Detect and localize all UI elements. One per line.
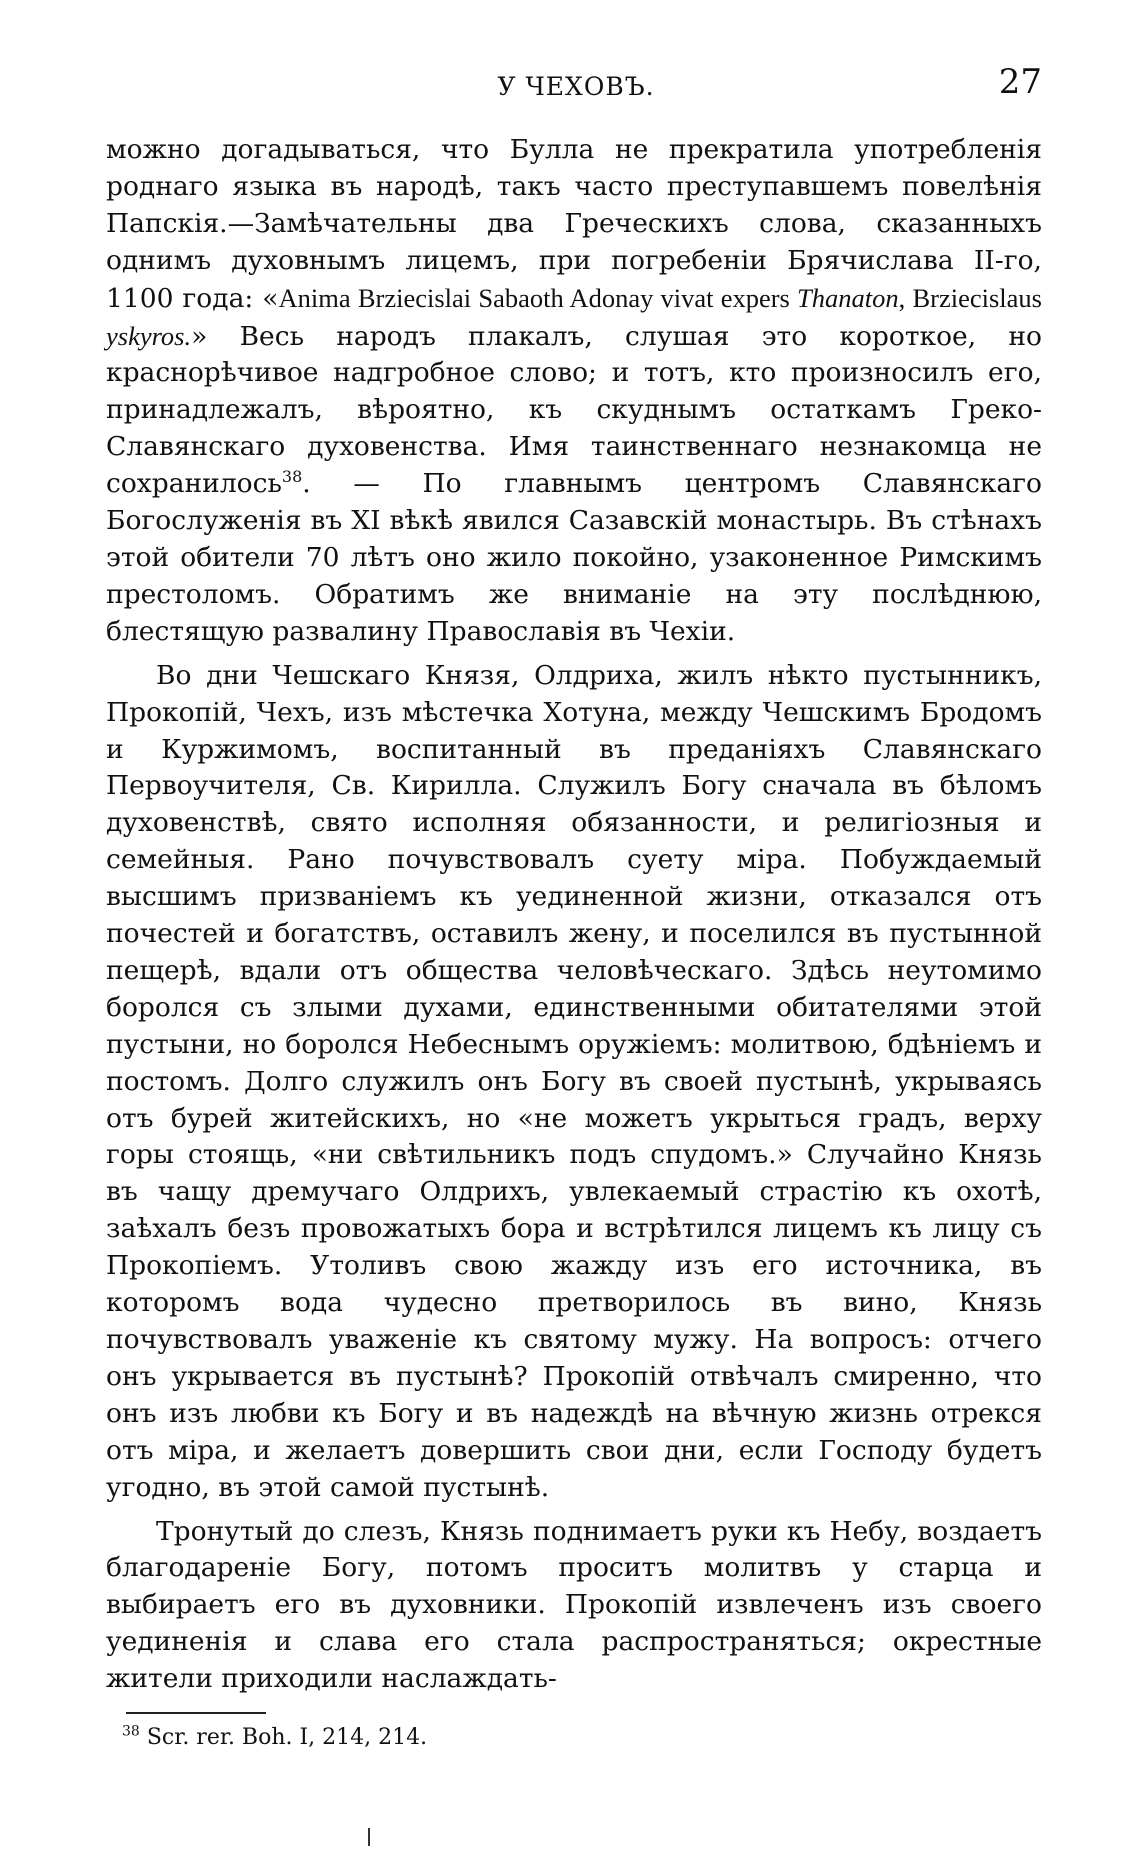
footnote-text: Scr. rer. Boh. I, 214, 214.	[146, 1725, 428, 1750]
latin-italic-yskyros: yskyros.	[106, 320, 192, 351]
footnote	[122, 1722, 427, 1754]
latin-italic-thanaton: Thanaton	[797, 282, 899, 313]
paragraph-1-text-b: » Весь народъ плакалъ, слушая это короткое, но краснорѣчивое надгробное слово; и тотъ, кто произносилъ его, принадлежалъ, вѣроятно, къ скуднымъ остаткамъ Греко-Славянскаго духовенства. Имя таинственнаго незнакомца не сохранилось	[106, 320, 1042, 500]
paragraph-1-text-c: . — По главнымъ центромъ Славянскаго Богослуженія въ XI вѣкѣ явился Сазавскій монастырь. Въ стѣнахъ этой обители 70 лѣтъ оно жило покойно, узаконенное Римскимъ престоломъ. Обратимъ же вниманіе на эту послѣднюю, блестящую развалину Православія въ Чехіи.	[106, 468, 1042, 647]
paragraph-1	[106, 132, 1042, 651]
paragraph-1-text-a: можно догадываться, что Булла не прекратила употребленія роднаго языка въ народѣ, такъ часто преступавшемъ повелѣнія Папскія.—Замѣчательны два Греческихъ слова, сказанныхъ однимъ духовнымъ лицемъ, при погребеніи Брячислава II-го, 1100 года: «	[106, 134, 1042, 314]
body-text	[106, 132, 1042, 1698]
print-artifact-mark	[368, 1828, 370, 1846]
running-header	[96, 62, 1056, 102]
footnote-divider	[126, 1712, 266, 1714]
footnote-reference: 38	[281, 467, 303, 487]
latin-phrase-b: , Brziecislaus	[898, 282, 1042, 313]
footnote-marker: 38	[122, 1723, 140, 1740]
paragraph-2: Во дни Чешскаго Князя, Олдриха, жилъ нѣкто пустынникъ, Прокопій, Чехъ, изъ мѣстечка Хотуна, между Чешскимъ Бродомъ и Куржимомъ, воспитанный въ преданіяхъ Славянскаго Первоучителя, Св. Кирилла. Служилъ Богу сначала въ бѣломъ духовенствѣ, свято исполняя обязанности, и религіозныя и семейныя. Рано почувствовалъ суету міра. Побуждаемый высшимъ призваніемъ къ уединенной жизни, отказался отъ почестей и богатствъ, оставилъ жену, и поселился въ пустынной пещерѣ, вдали отъ общества человѣческаго. Здѣсь неутомимо боролся съ злыми духами, единственными обитателями этой пустыни, но боролся Небеснымъ оружіемъ: молитвою, бдѣніемъ и постомъ. Долго служилъ онъ Богу въ своей пустынѣ, укрываясь отъ бурей житейскихъ, но «не можетъ укрыться градъ, верху горы стоящь, «ни свѣтильникъ подъ спудомъ.» Случайно Князь въ чащу дремучаго Олдрихъ, увлекаемый страстію къ охотѣ, заѣхалъ безъ провожатыхъ бора и встрѣтился лицемъ къ лицу съ Прокопіемъ. Утоливъ свою жажду изъ его источника, въ которомъ вода чудесно претворилось въ вино, Князь почувствовалъ уваженіе къ святому мужу. На вопросъ: отчего онъ укрывается въ пустынѣ? Прокопій отвѣчалъ смиренно, что онъ изъ любви къ Богу и въ надеждѣ на вѣчную жизнь отрекся отъ міра, и желаетъ довершить свои дни, если Господу будетъ угодно, въ этой самой пустынѣ.	[106, 659, 1042, 1503]
running-title: У ЧЕХОВЪ.	[497, 72, 655, 101]
latin-phrase-a: Anima Brziecislai Sabaoth Adonay vivat expers	[278, 282, 798, 313]
paragraph-3: Тронутый до слезъ, Князь поднимаетъ руки къ Небу, воздаетъ благодареніе Богу, потомъ проситъ молитвъ у старца и выбираетъ его въ духовники. Прокопій извлеченъ изъ своего уединенія и слава его стала распространяться; окрестные жители приходили наслаждать-	[106, 1515, 1042, 1695]
page-number: 27	[998, 62, 1042, 102]
